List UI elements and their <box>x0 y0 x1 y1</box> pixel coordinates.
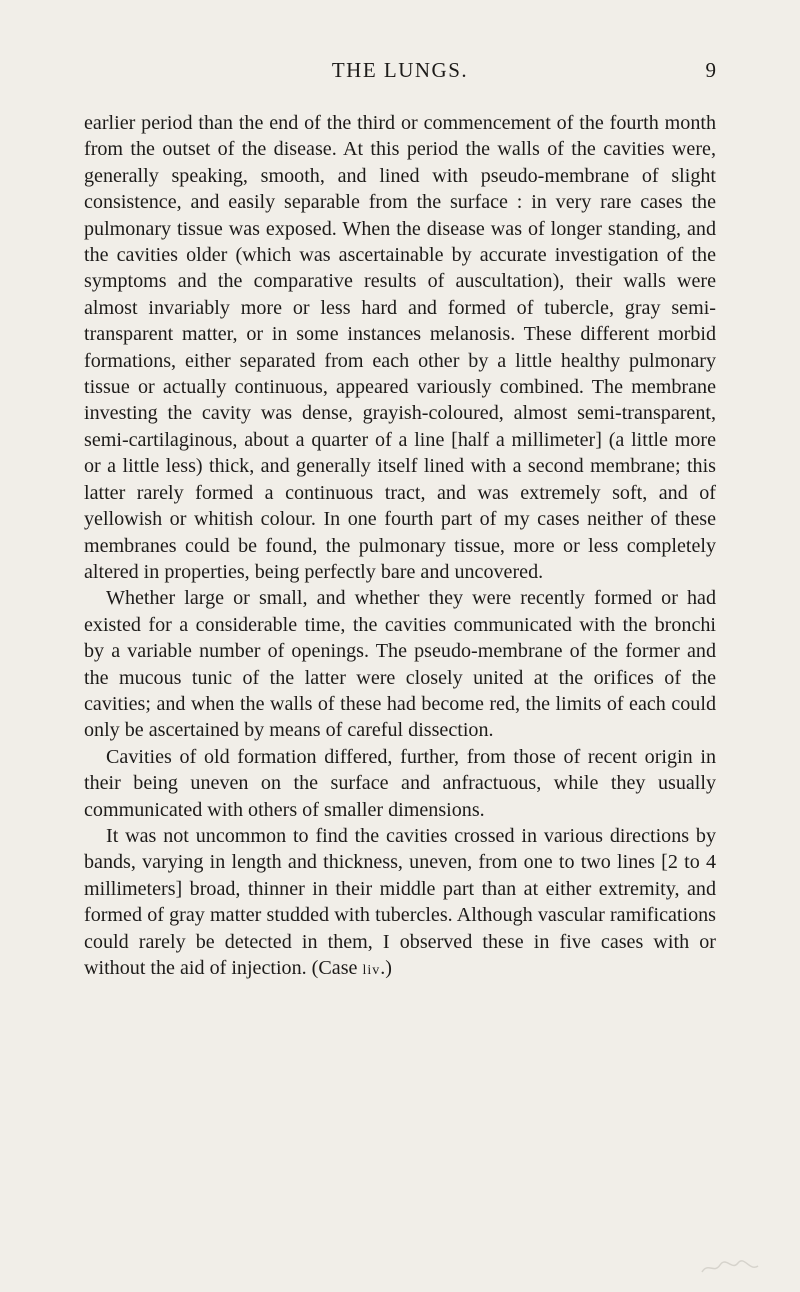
body-text <box>84 110 716 984</box>
paragraph-bands-text: It was not uncommon to find the cavities crossed in various directions by bands, varying in length and thickness, uneven, from one to two lines [2 to 4 millimeters] broad, thinner in their middle part than at either extremity, and formed of gray matter studded with tubercles. Although vascular ramifications could rarely be detected in them, I observed these in five cases with or without the aid of injection. (Case <box>84 824 716 979</box>
paragraph-old-cavities: Cavities of old formation differed, further, from those of recent origin in their being uneven on the surface and anfractuous, while they usually communicated with others of smaller dimensions. <box>84 745 716 821</box>
page-number: 9 <box>705 58 716 82</box>
paragraph-continuation: earlier period than the end of the third or commencement of the fourth month from the outset of the disease. At this period the walls of the cavities were, generally speaking, smooth, and lined with pseudo-membrane of slight consistence, and easily separable from the surface : in very rare cases the pulmonary tissue was exposed. When the disease was of longer standing, and the cavities older (which was ascertainable by accurate investigation of the symptoms and the comparative results of auscultation), their walls were almost invariably more or less hard and formed of tubercle, gray semi-transparent matter, or in some instances melanosis. These different morbid formations, either separated from each other by a little healthy pulmonary tissue or actually continuous, appeared variously combined. The membrane investing the cavity was dense, grayish-coloured, almost semi-transparent, semi-cartilaginous, about a quarter of a line [half a millimeter] (a little more or a little less) thick, and generally itself lined with a second membrane; this latter rarely formed a continuous tract, and was extremely soft, and of yellowish or whitish colour. In one fourth part of my cases neither of these membranes could be found, the pulmonary tissue, more or less completely altered in properties, being perfectly bare and uncovered. <box>84 112 716 583</box>
paragraph-bronchi-communication: Whether large or small, and whether they were recently formed or had existed for a considerable time, the cavities communicated with the bronchi by a variable number of openings. The pseudo-membrane of the former and the mucous tunic of the latter were closely united at the orifices of the cavities; and when the walls of these had become red, the limits of each could only be ascertained by means of careful dissection. <box>84 587 716 742</box>
paragraph-bands-end: .) <box>380 957 392 979</box>
running-title: THE LUNGS. <box>331 58 469 82</box>
case-reference: liv <box>362 963 381 978</box>
pencil-mark-icon <box>698 1256 762 1278</box>
running-head <box>84 58 716 84</box>
paragraph-bands <box>84 823 716 984</box>
